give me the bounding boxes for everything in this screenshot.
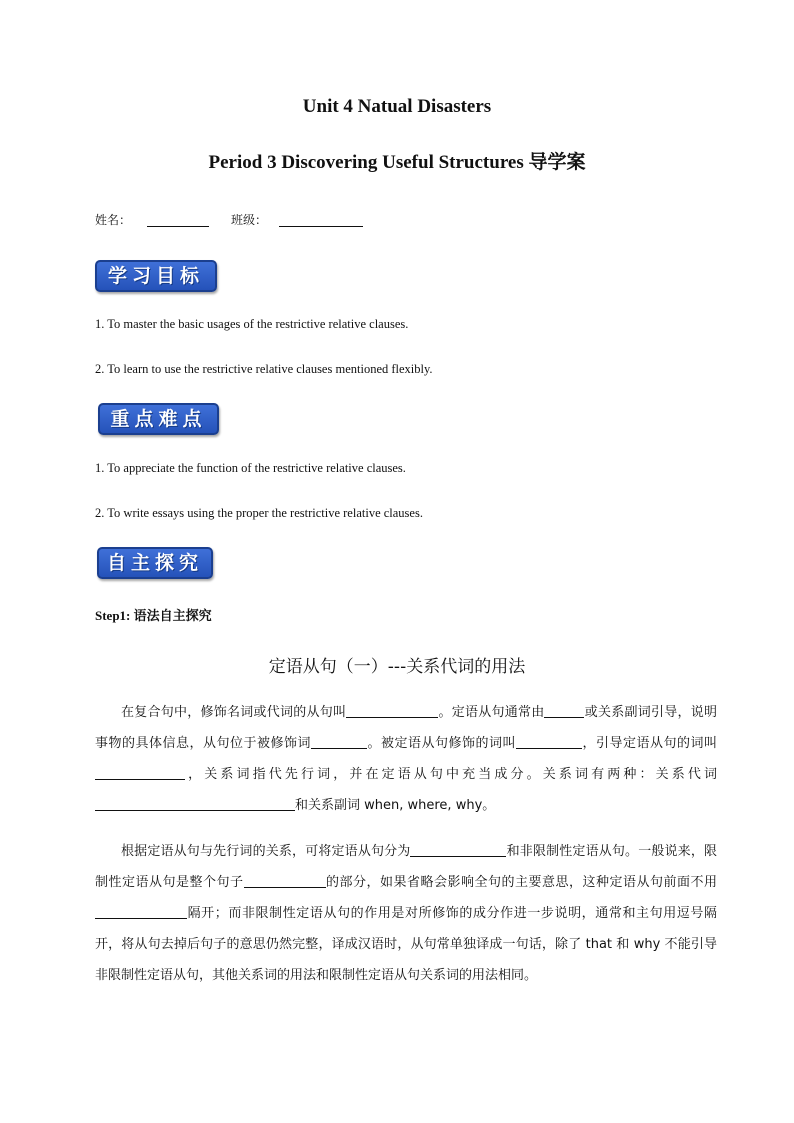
topic-heading: 定语从句（一）---关系代词的用法 (268, 657, 526, 677)
p1-text-6: ，关系词指代先行词，并在定语从句中充当成分。关系词有两种：关系代词 (185, 767, 717, 782)
key-point-item-1: 1. To appreciate the function of the restrictive relative clauses. (95, 461, 406, 475)
paragraph-2 (95, 836, 717, 991)
p1-blank-4[interactable] (516, 733, 582, 749)
class-label: 班级： (231, 213, 268, 227)
goals-badge: 学习目标 (95, 260, 217, 292)
p2-text-4: 隔开；而非限制性定语从句的作用是对所修饰的成分作进一步说明，通常和主句用逗号隔开，将从句去掉后句子的意思仍然完整，译成汉语时，从句常单独译成一句话，除了 that 和 why 不能引导非限制性定语从句，其他关系词的用法和限制性定语从句关系词的用法相同。 (95, 906, 717, 983)
p1-text-5: ，引导定语从句的词叫 (581, 736, 717, 751)
p1-text-7: 和关系副词 when, where, why。 (295, 798, 496, 813)
p1-blank-1[interactable] (346, 702, 438, 718)
name-blank[interactable] (147, 212, 209, 227)
p1-blank-3[interactable] (311, 733, 367, 749)
p1-text-2: 。定语从句通常由 (438, 705, 545, 720)
p1-text-1: 在复合句中，修饰名词或代词的从句叫 (121, 705, 347, 720)
p2-blank-1[interactable] (410, 841, 506, 857)
p2-blank-3[interactable] (95, 903, 187, 919)
key-points-badge: 重点难点 (98, 403, 219, 435)
p1-blank-2[interactable] (544, 702, 584, 718)
p1-blank-5[interactable] (95, 764, 185, 780)
p2-text-2: 和非限制性定语从句。一般说来，限制性定语从句是整个句子 (95, 844, 717, 890)
p2-blank-2[interactable] (244, 872, 326, 888)
p1-text-4: 。被定语从句修饰的词叫 (366, 736, 516, 751)
goal-item-2: 2. To learn to use the restrictive relative clauses mentioned flexibly. (95, 362, 433, 376)
p1-blank-6[interactable] (95, 795, 295, 811)
paragraph-1 (95, 697, 717, 821)
student-info-row (95, 211, 363, 228)
document-subtitle: Period 3 Discovering Useful Structures 导学案 (208, 152, 586, 173)
goal-item-1: 1. To master the basic usages of the restrictive relative clauses. (95, 317, 409, 331)
class-blank[interactable] (279, 212, 363, 227)
key-point-item-2: 2. To write essays using the proper the restrictive relative clauses. (95, 506, 423, 520)
self-study-badge: 自主探究 (97, 547, 213, 579)
document-title: Unit 4 Natual Disasters (302, 96, 492, 117)
p2-text-3: 的部分，如果省略会影响全句的主要意思，这种定语从句前面不用 (325, 875, 717, 890)
p2-text-1: 根据定语从句与先行词的关系，可将定语从句分为 (121, 844, 411, 859)
p1-text-3: 或关系副词引导，说明事物的具体信息，从句位于被修饰词 (95, 705, 717, 751)
name-label: 姓名： (95, 213, 132, 227)
step-label: Step1: 语法自主探究 (95, 608, 212, 623)
